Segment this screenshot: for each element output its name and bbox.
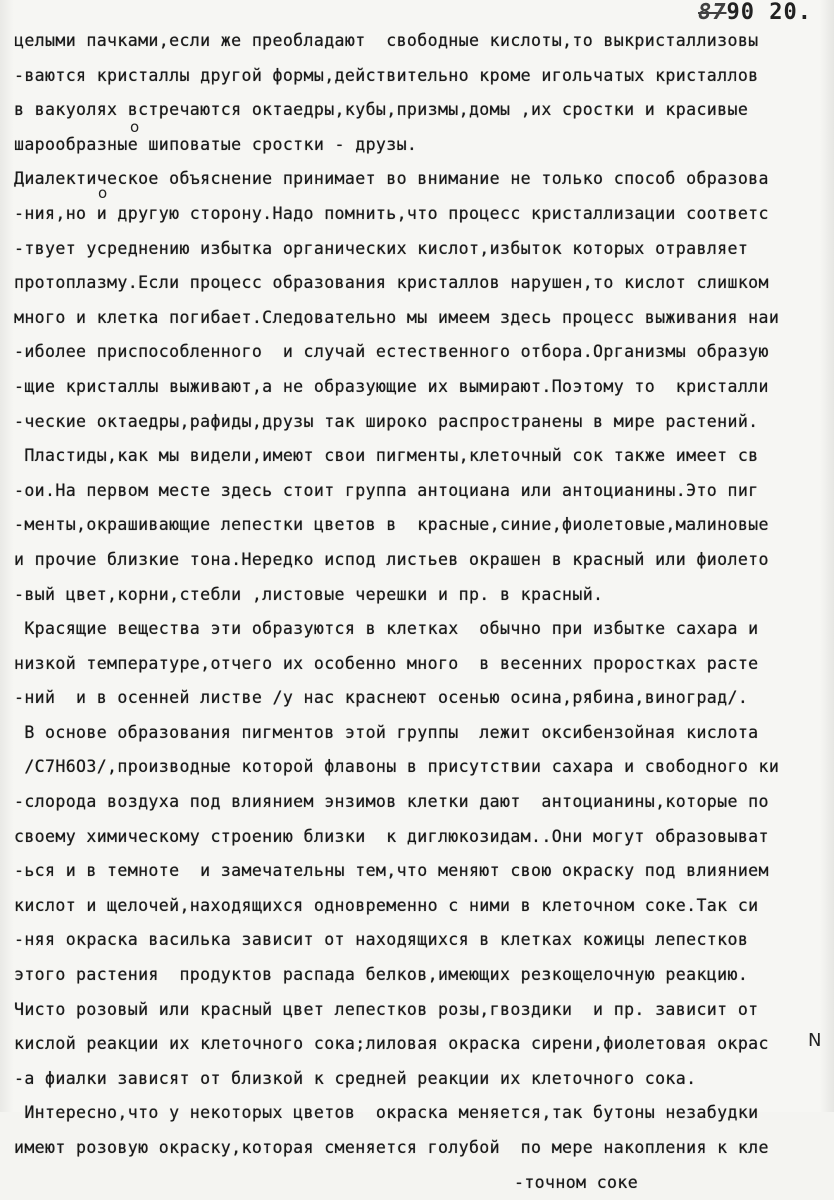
text-line: -менты,окрашивающие лепестки цветов в красные,синие,фиолетовые,малиновые xyxy=(14,515,769,535)
text-line: -ваются кристаллы другой формы,действительно кроме игольчатых кристаллов xyxy=(14,65,759,85)
text-line: -ния,но и другую сторону.Надо помнить,что процесс кристаллизации соответс xyxy=(14,203,769,223)
text-line: Красящие вещества эти образуются в клетках обычно при избытке сахара и xyxy=(14,619,759,639)
text-line: -ься и в темноте и замечательны тем,что меняют свою окраску под влиянием xyxy=(14,861,769,881)
text-line: -точном соке xyxy=(514,1172,639,1192)
text-line: своему химическому строению близки к диглюкозидам..Они могут образовыват xyxy=(14,826,769,846)
text-line: много и клетка погибает.Следовательно мы имеем здесь процесс выживания наи xyxy=(14,307,780,327)
text-line: -няя окраска василька зависит от находящихся в клетках кожицы лепестков xyxy=(14,930,749,950)
text-line: кислот и щелочей,находящихся одновременно с ними в клеточном соке.Так си xyxy=(14,895,759,915)
page-number xyxy=(698,0,812,25)
text-line: Интересно,что у некоторых цветов окраска меняется,так бутоны незабудки xyxy=(14,1103,759,1123)
text-line: /C7H6O3/,производные которой флавоны в присутствии сахара и свободного ки xyxy=(14,757,780,777)
handwritten-correction-3: N xyxy=(808,1030,822,1051)
text-line: целыми пачками,если же преобладают свободные кислоты,то выкристаллизовы xyxy=(14,31,759,50)
crossed-page-number: 87 xyxy=(698,0,727,25)
text-line: Диалектическое объяснение принимает во внимание не только способ образова xyxy=(14,169,769,189)
text-line: -твует усреднению избытка органических кислот,избыток которых отравляет xyxy=(14,238,749,258)
text-line: -щие кристаллы выживают,а не образующие их вымирают.Поэтому то кристалли xyxy=(14,376,769,396)
text-line: Чисто розовый или красный цвет лепестков розы,гвоздики и пр. зависит от xyxy=(14,999,759,1019)
text-line: -ний и в осенней листве /у нас краснеют осенью осина,рябина,виноград/. xyxy=(14,688,749,708)
text-line: низкой температуре,отчего их особенно много в весенних проростках расте xyxy=(14,653,759,673)
text-line: -слорода воздуха под влиянием энзимов клетки дают антоцианины,которые по xyxy=(14,792,769,812)
current-page-number: 90 xyxy=(726,0,755,25)
text-line: и прочие близкие тона.Нередко испод листьев окрашен в красный или фиолето xyxy=(14,549,769,569)
text-line: Пластиды,как мы видели,имеют свои пигменты,клеточный сок также имеет св xyxy=(14,446,759,466)
text-line: -ческие октаедры,рафиды,друзы так широко распространены в мире растений. xyxy=(14,411,759,431)
text-line: протоплазму.Если процесс образования кристаллов нарушен,то кислот слишком xyxy=(14,273,769,293)
text-line: шарообразные шиповатые сростки - друзы. xyxy=(14,134,418,154)
text-line: -иболее приспособленного и случай естественного отбора.Организмы образую xyxy=(14,342,769,362)
text-line: В основе образования пигментов этой группы лежит оксибензойная кислота xyxy=(14,722,759,742)
text-line: имеют розовую окраску,которая сменяется голубой по мере накопления к кле xyxy=(14,1138,769,1157)
page-number-suffix: 20. xyxy=(769,0,812,25)
text-line: -а фиалки зависят от близкой к средней реакции их клеточного сока. xyxy=(14,1068,697,1088)
typewritten-text xyxy=(14,24,829,1200)
text-line: -ои.На первом месте здесь стоит группа антоциана или антоцианины.Это пиг xyxy=(14,480,759,500)
text-line: -вый цвет,корни,стебли ,листовые черешки и пр. в красный. xyxy=(14,584,604,604)
text-line: кислой реакции их клеточного сока;лиловая окраска сирени,фиолетовая окрас xyxy=(14,1034,769,1054)
handwritten-correction-2: о xyxy=(98,184,108,202)
text-line: этого растения продуктов распада белков,имеющих резкощелочную реакцию. xyxy=(14,965,749,985)
handwritten-correction-1: о xyxy=(130,118,140,136)
text-line: в вакуолях встречаются октаедры,кубы,призмы,домы ,их сростки и красивые xyxy=(14,100,749,120)
